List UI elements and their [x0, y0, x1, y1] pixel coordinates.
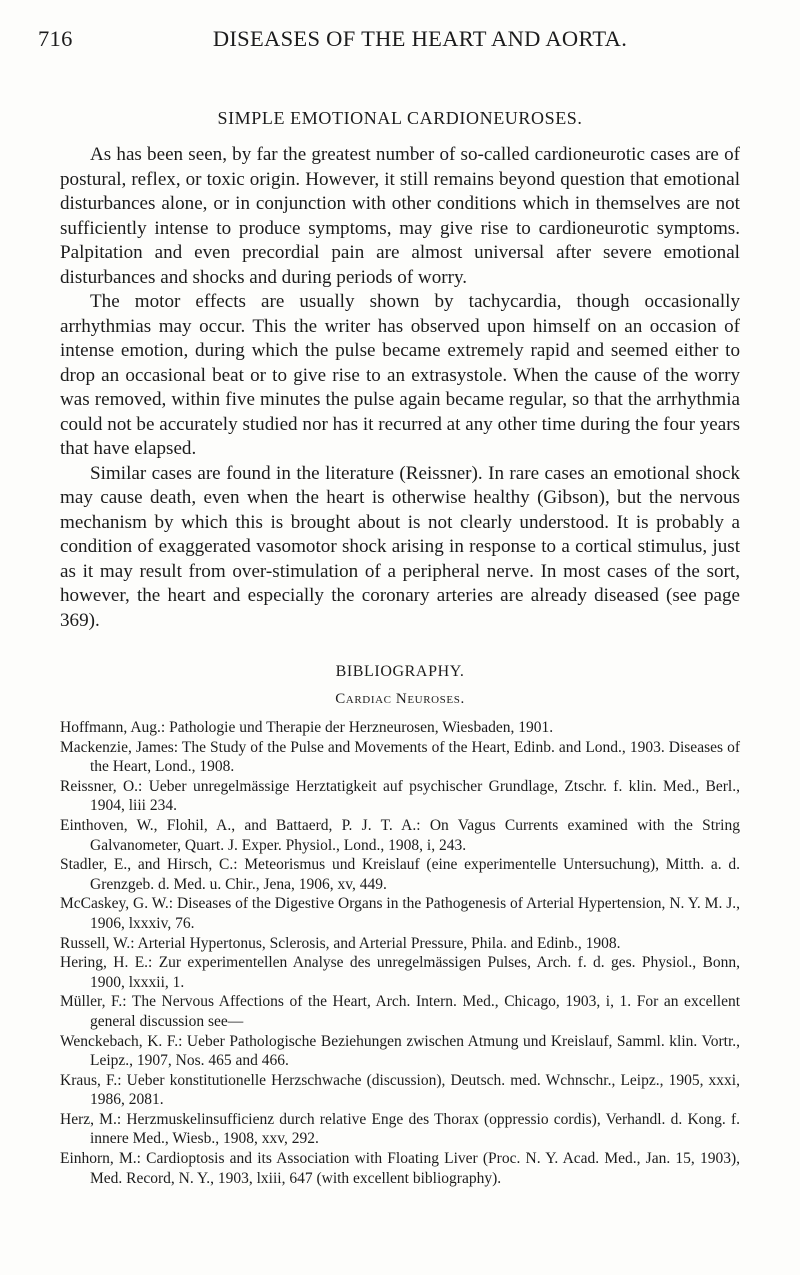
- reference-item: Hering, H. E.: Zur experimentellen Analyse des unregelmässigen Pulses, Arch. f. d. ges. Physiol., Bonn, 1900, lxxxii, 1.: [60, 954, 740, 991]
- reference-item: Stadler, E., and Hirsch, C.: Meteorismus und Kreislauf (eine experimentelle Untersuchung), Mitth. a. d. Grenzgeb. d. Med. u. Chir., Jena, 1906, xv, 449.: [60, 856, 740, 893]
- reference-item: Kraus, F.: Ueber konstitutionelle Herzschwache (discussion), Deutsch. med. Wchnschr., Leipz., 1905, xxxi, 1986, 2081.: [60, 1071, 740, 1109]
- reference-item: Mackenzie, James: The Study of the Pulse and Movements of the Heart, Edinb. and Lond., 1903. Diseases of the Heart, Lond., 1908.: [60, 738, 740, 776]
- reference-item: Einthoven, W., Flohil, A., and Battaerd, P. J. T. A.: On Vagus Currents examined with the String Galvanometer, Quart. J. Exper. Physiol., Lond., 1908, i, 243.: [60, 816, 740, 854]
- reference-item: Russell, W.: Arterial Hypertonus, Sclerosis, and Arterial Pressure, Phila. and Edinb., 1908.: [60, 934, 621, 952]
- reference-item: Müller, F.: The Nervous Affections of the Heart, Arch. Intern. Med., Chicago, 1903, i, 1. For an excellent general discussion see—: [60, 993, 740, 1030]
- reference-item: Einhorn, M.: Cardioptosis and its Association with Floating Liver (Proc. N. Y. Acad. Med., Jan. 15, 1903), Med. Record, N. Y., 1903, lxiii, 647 (with excellent bibliography).: [60, 1150, 740, 1187]
- reference-item: Hoffmann, Aug.: Pathologie und Therapie der Herzneurosen, Wiesbaden, 1901.: [60, 719, 554, 736]
- reference-item: Wenckebach, K. F.: Ueber Pathologische Beziehungen zwischen Atmung und Kreislauf, Samml. klin. Vortr., Leipz., 1907, Nos. 465 and 466.: [60, 1032, 740, 1070]
- running-header: [38, 26, 762, 66]
- page-content: [60, 108, 740, 1188]
- running-title: DISEASES OF THE HEART AND AORTA.: [212, 26, 628, 51]
- section-title: SIMPLE EMOTIONAL CARDIONEUROSES.: [217, 108, 583, 128]
- paragraph-1: As has been seen, by far the greatest number of so-called cardioneurotic cases are of postural, reflex, or toxic origin. However, it still remains beyond question that emotional disturbances alone, or in conjunction with other conditions which in themselves are not sufficiently intense to produce symptoms, may give rise to cardioneurotic symptoms. Palpitation and even precordial pain are almost universal after severe emotional disturbances and shocks and during periods of worry.: [60, 144, 740, 288]
- paragraph-2: The motor effects are usually shown by tachycardia, though occasionally arrhythmias may occur. This the writer has observed upon himself on an occasion of intense emotion, during which the pulse became extremely rapid and seemed either to drop an occasional beat or to give rise to an extrasystole. When the cause of the worry was removed, within five minutes the pulse again became regular, so that the arrhythmia could not be accurately studied nor has it recurred at any other time during the four years that have elapsed.: [60, 291, 740, 459]
- reference-item: Reissner, O.: Ueber unregelmässige Herztatigkeit auf psychischer Grundlage, Ztschr. f. klin. Med., Berl., 1904, liii 234.: [60, 777, 740, 815]
- reference-item: Herz, M.: Herzmuskelinsufficienz durch relative Enge des Thorax (oppressio cordis), Verhandl. d. Kong. f. innere Med., Wiesb., 1908, xxv, 292.: [60, 1110, 740, 1148]
- bibliography-title: BIBLIOGRAPHY.: [335, 663, 465, 680]
- page-number: 716: [38, 26, 73, 51]
- reference-item: McCaskey, G. W.: Diseases of the Digestive Organs in the Pathogenesis of Arterial Hypertension, N. Y. M. J., 1906, lxxxiv, 76.: [60, 895, 740, 932]
- bibliography-subtitle: Cardiac Neuroses.: [335, 691, 465, 707]
- reference-list: [60, 718, 740, 1188]
- paragraph-3: Similar cases are found in the literature (Reissner). In rare cases an emotional shock may cause death, even when the heart is otherwise healthy (Gibson), but the nervous mechanism by which this is brought about is not clearly understood. It is probably a condition of exaggerated vasomotor shock arising in response to a cortical stimulus, just as it may result from over-stimulation of a peripheral nerve. In most cases of the sort, however, the heart and especially the coronary arteries are already diseased (see page 369).: [60, 462, 740, 631]
